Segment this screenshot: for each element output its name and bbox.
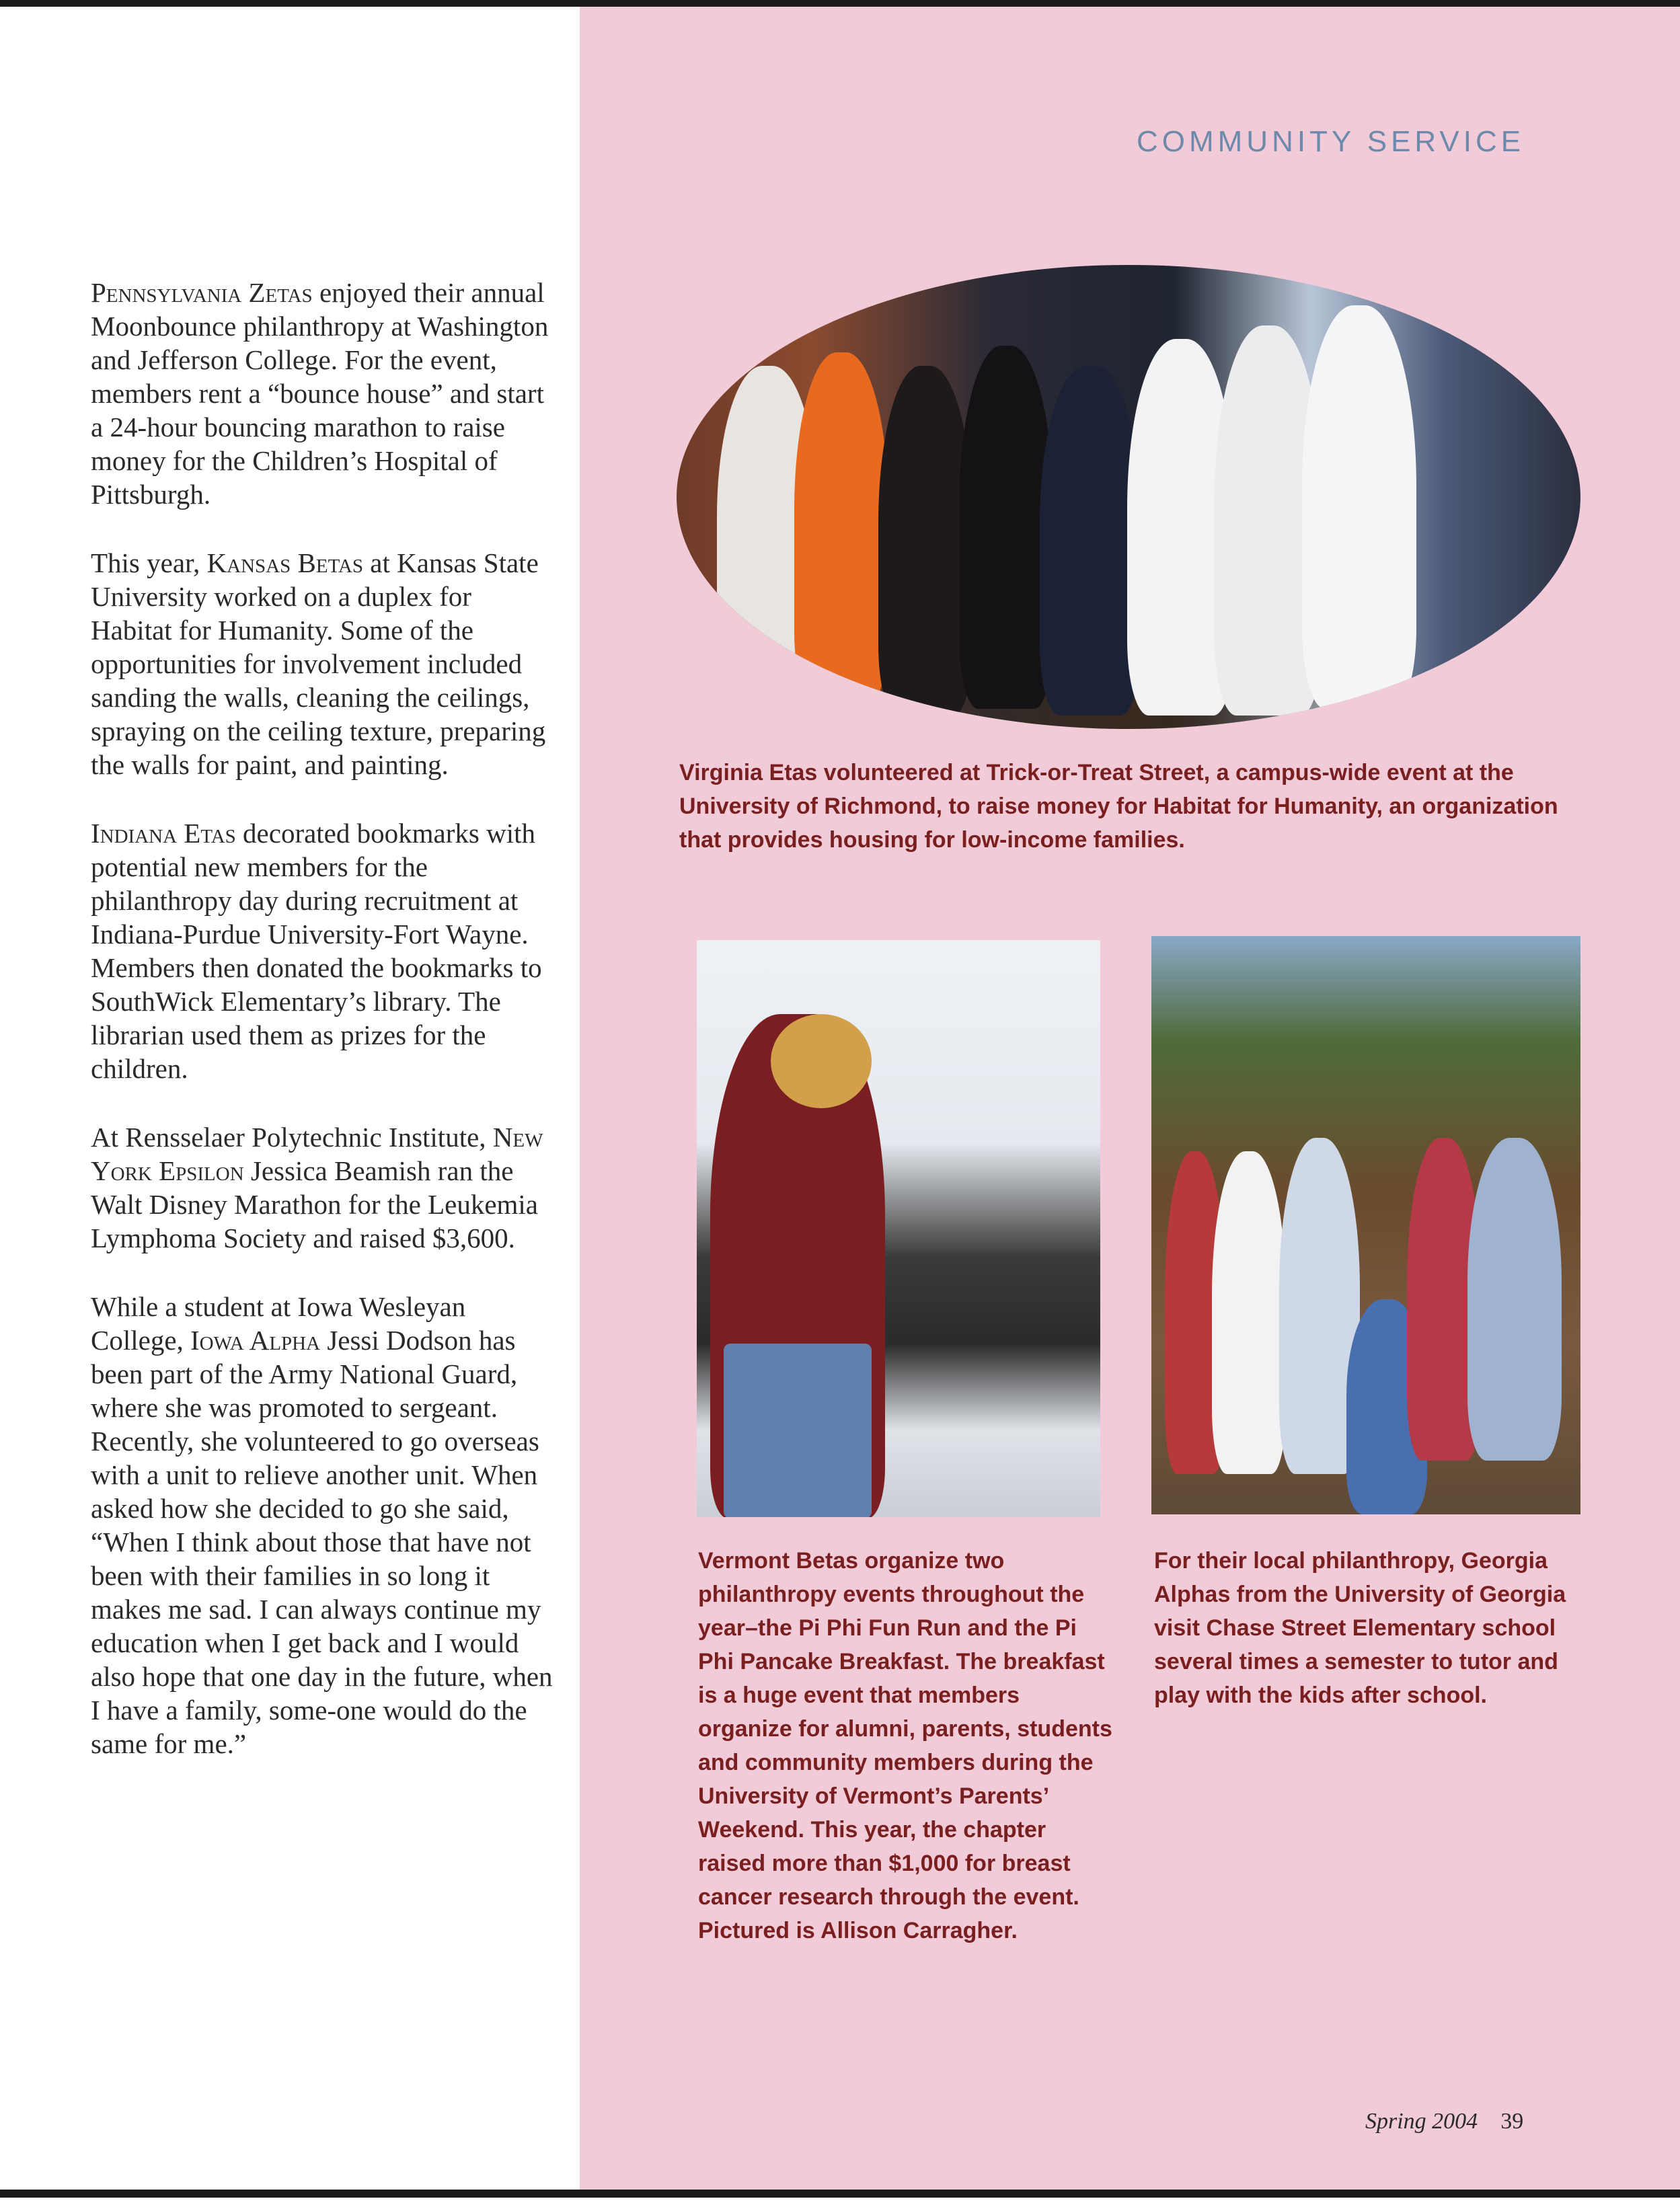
page-footer [1365, 2109, 1523, 2134]
photo-figure [794, 352, 888, 702]
article-iowa-alpha [91, 1290, 555, 1761]
article-column [91, 276, 555, 1795]
article-text: decorated bookmarks with potential new members for the philanthropy day during recruitment at Indiana-Purdue University-Fort Wayne. Members then donated the bookmarks to SouthWick Elementary’s library. The librarian used them as prizes for the children. [91, 818, 542, 1084]
article-text: Jessi Dodson has been part of the Army National Guard, where she was promoted to sergeant. Recently, she volunteered to go overseas with a unit to relieve another unit. When asked how she decided to go she said, “When I think about those that have not been with their families in so long it makes me sad. I can always continue my education when I get back and I would also hope that one day in the future, when I have a family, some-one would do the same for me.” [91, 1325, 553, 1759]
section-heading: COMMUNITY SERVICE [1137, 125, 1525, 158]
article-intro: At Rensselaer Polytechnic Institute, [91, 1122, 493, 1153]
photo-figure [1467, 1138, 1562, 1461]
photo-figure [1212, 1151, 1286, 1474]
photo-figure [1040, 366, 1141, 716]
photo-cap [771, 1014, 872, 1108]
chapter-name: New York Epsilon [91, 1122, 543, 1186]
page-number: 39 [1500, 2109, 1524, 2134]
article-kansas-betas [91, 546, 555, 781]
article-indiana-etas [91, 816, 555, 1085]
article-intro: This year, [91, 547, 207, 578]
chapter-name: Indiana Etas [91, 818, 236, 849]
top-rule [0, 0, 1680, 7]
article-text: Jessica Beamish ran the Walt Disney Marathon for the Leukemia Lymphoma Society and raised $3,600. [91, 1155, 539, 1253]
caption-georgia-alphas: For their local philanthropy, Georgia Alphas from the University of Georgia visit Chase Street Elementary school several times a semester to tutor and play with the kids after school. [1154, 1548, 1566, 1708]
kitchen-photo [697, 940, 1100, 1517]
article-pennsylvania-zetas [91, 276, 555, 511]
article-text: enjoyed their annual Moonbounce philanthropy at Washington and Jefferson College. For the event, members rent a “bounce house” and start a 24-hour bouncing marathon to raise money for the Children’s Hospital of Pittsburgh. [91, 277, 549, 510]
playground-photo [1151, 936, 1580, 1514]
chapter-name: Iowa Alpha [190, 1325, 321, 1356]
caption-virginia-etas: Virginia Etas volunteered at Trick-or-Treat Street, a campus-wide event at the University of Richmond, to raise money for Habitat for Humanity, an organization that provides housing for low-income families. [679, 760, 1558, 853]
article-text: at Kansas State University worked on a duplex for Habitat for Humanity. Some of the opportunities for involvement included sanding the walls, cleaning the ceilings, spraying on the ceiling texture, preparing the walls for paint, and painting. [91, 547, 546, 780]
article-intro: While a student at Iowa Wesleyan College, [91, 1291, 466, 1356]
group-photo-oval [677, 265, 1580, 729]
photo-jeans [724, 1344, 872, 1517]
caption-vermont-betas: Vermont Betas organize two philanthropy events throughout the year–the Pi Phi Fun Run and the Pi Phi Pancake Breakfast. The breakfast is a huge event that members organize for alumni, parents, students and community members during the University of Vermont’s Parents’ Weekend. This year, the chapter raised more than $1,000 for breast cancer research through the event. Pictured is Allison Carragher. [698, 1548, 1112, 1943]
issue-date: Spring 2004 [1365, 2109, 1478, 2134]
bottom-rule [0, 2190, 1680, 2198]
article-new-york-epsilon [91, 1120, 555, 1255]
chapter-name: Kansas Betas [206, 547, 364, 578]
photo-figure [959, 346, 1053, 709]
chapter-name: Pennsylvania Zetas [91, 277, 313, 308]
photo-figure [878, 366, 972, 716]
photo-figure [1302, 305, 1416, 709]
